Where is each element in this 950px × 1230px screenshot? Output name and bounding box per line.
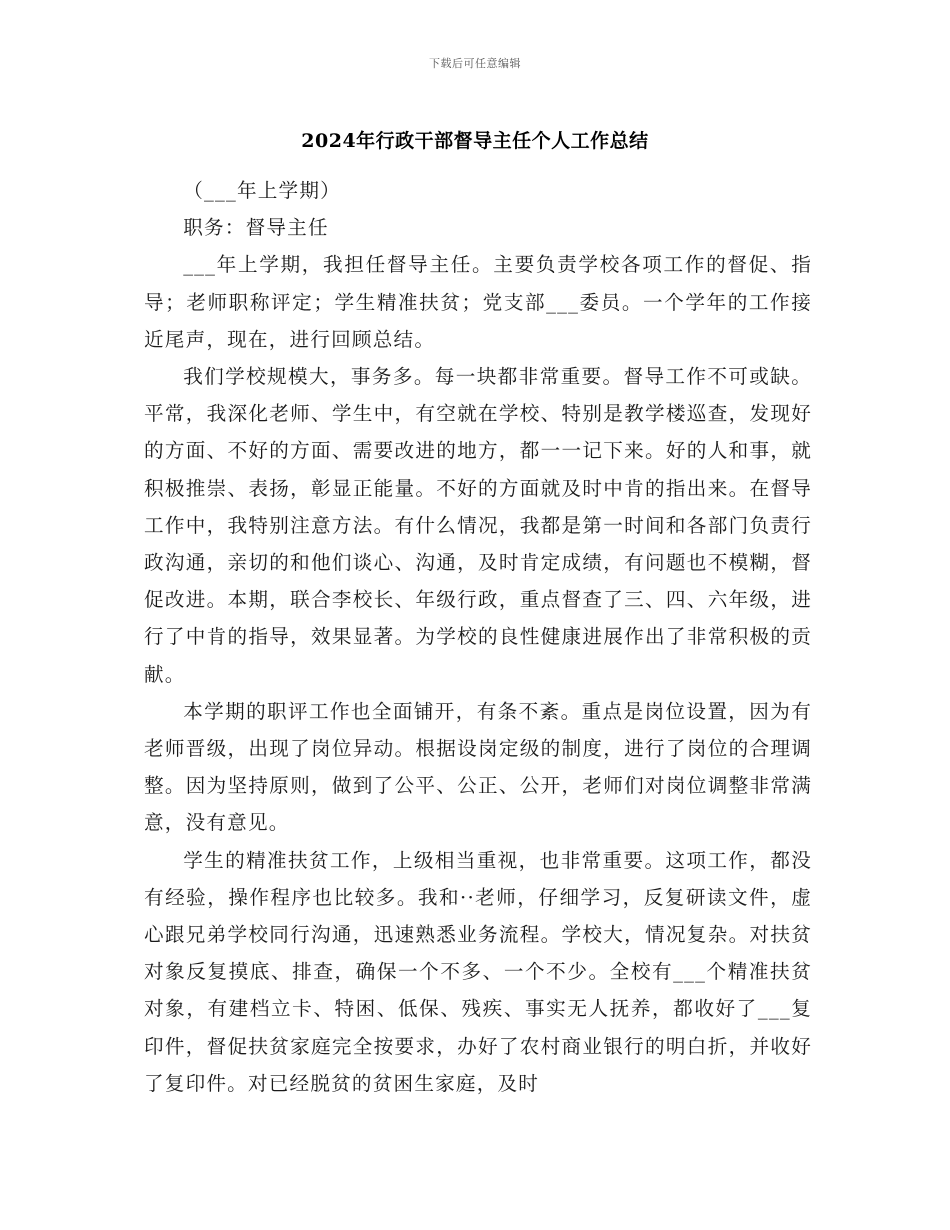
download-note: 下载后可任意编辑 [429,57,521,70]
semester-line: （___年上学期） [183,179,341,202]
paragraph-intro: ___年上学期，我担任督导主任。主要负责学校各项工作的督促、指导；老师职称评定；学生精准扶贫；党支部___委员。一个学年的工作接近尾声，现在，进行回顾总结。 [144,253,812,351]
document-body [144,172,812,1102]
paragraph-supervision: 我们学校规模大，事务多。每一块都非常重要。督导工作不可或缺。平常，我深化老师、学生中，有空就在学校、特别是教学楼巡查，发现好的方面、不好的方面、需要改进的地方，都一一记下来。好的人和事，就积极推崇、表扬，彰显正能量。不好的方面就及时中肯的指出来。在督导工作中，我特别注意方法。有什么情况，我都是第一时间和各部门负责行政沟通，亲切的和他们谈心、沟通，及时肯定成绩，有问题也不模糊，督促改进。本期，联合李校长、年级行政，重点督查了三、四、六年级，进行了中肯的指导，效果显著。为学校的良性健康进展作出了非常积极的贡献。 [144,365,812,686]
paragraph-poverty-relief: 学生的精准扶贫工作，上级相当重视，也非常重要。这项工作，都没有经验，操作程序也比较多。我和··老师，仔细学习，反复研读文件，虚心跟兄弟学校同行沟通，迅速熟悉业务流程。学校大，情况复杂。对扶贫对象反复摸底、排查，确保一个不多、一个不少。全校有___个精准扶贫对象，有建档立卡、特困、低保、残疾、事实无人抚养，都收好了___复印件，督促扶贫家庭完全按要求，办好了农村商业银行的明白折，并收好了复印件。对已经脱贫的贫困生家庭，及时 [144,848,812,1095]
document-title: 2024年行政干部督导主任个人工作总结 [301,130,649,152]
paragraph-title-evaluation: 本学期的职评工作也全面铺开，有条不紊。重点是岗位设置，因为有老师晋级，出现了岗位异动。根据设岗定级的制度，进行了岗位的合理调整。因为坚持原则，做到了公平、公正、公开，老师们对岗位调整非常满意，没有意见。 [144,699,812,835]
position-line: 职务：督导主任 [183,216,329,240]
